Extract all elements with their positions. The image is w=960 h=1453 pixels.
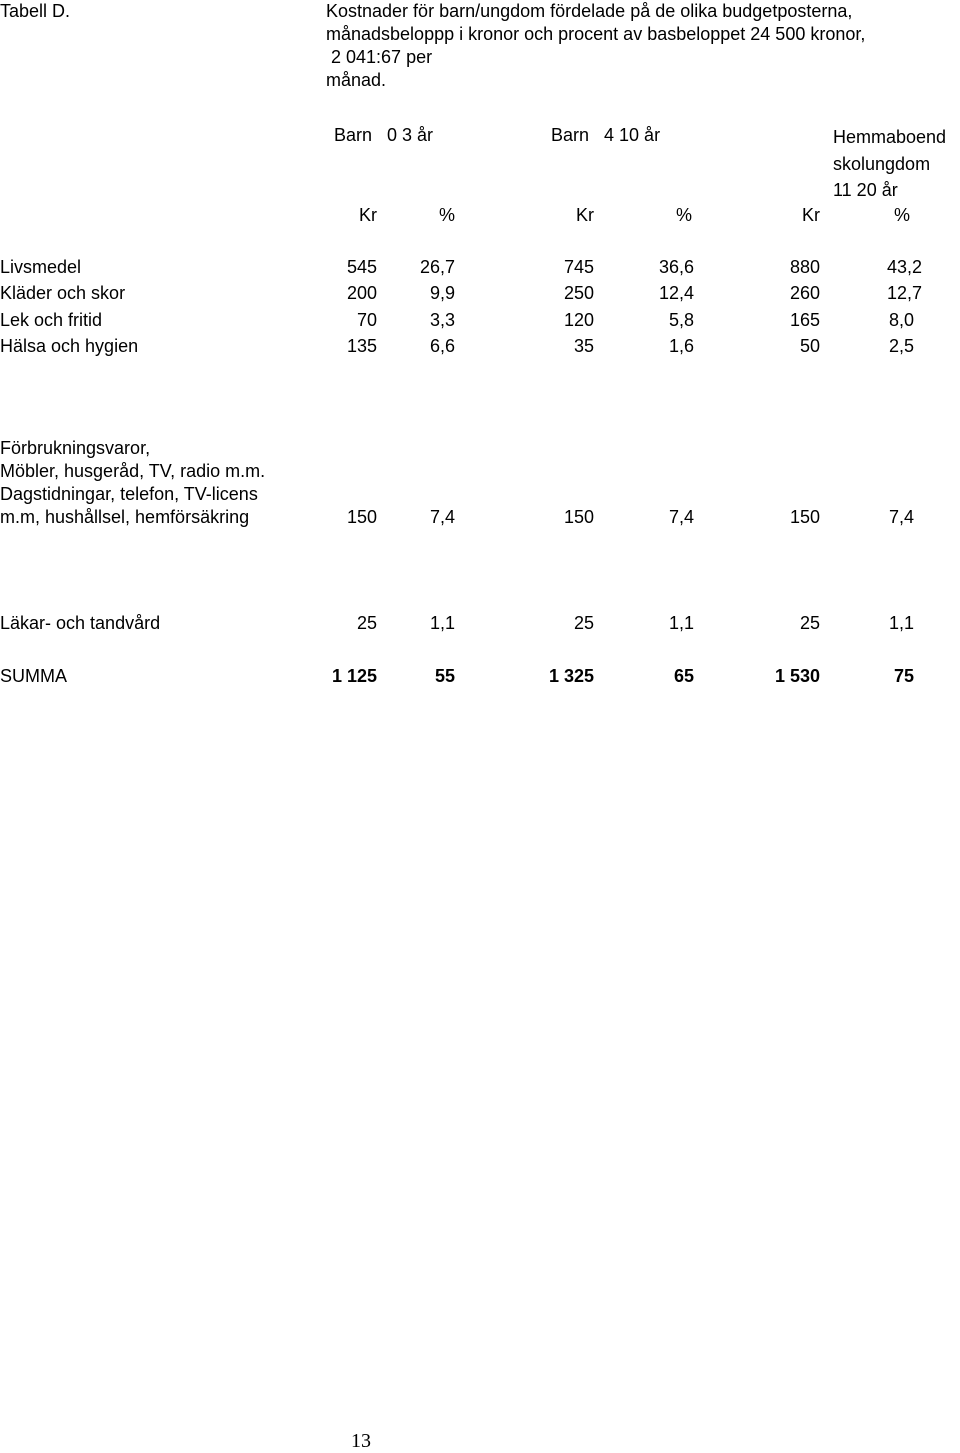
- column-group-barn-0-3: Barn 0 3 år: [334, 125, 434, 145]
- table-cell: 26,7: [419, 257, 455, 277]
- subheader-percent: %: [438, 205, 455, 225]
- table-cell: 9,9: [429, 283, 455, 303]
- table-title: [326, 0, 865, 92]
- column-group-hemmaboende: [833, 124, 946, 204]
- consumables-label-line: Dagstidningar, telefon, TV-licens: [0, 484, 258, 504]
- table-cell: 70: [356, 310, 377, 330]
- consumables-label-line: Möbler, husgeråd, TV, radio m.m.: [0, 461, 266, 481]
- row-label: Hälsa och hygien: [0, 336, 139, 356]
- subheader-kr: Kr: [576, 205, 594, 225]
- table-cell: 7,4: [668, 507, 694, 527]
- column-group-line: skolungdom: [833, 153, 931, 174]
- title-line: 2 041:67 per: [326, 47, 433, 67]
- table-cell: 12,4: [658, 283, 694, 303]
- total-cell: 1 125: [331, 666, 377, 686]
- subheader-percent: %: [893, 205, 910, 225]
- table-cell: 36,6: [658, 257, 694, 277]
- table-label: Tabell D.: [0, 1, 71, 21]
- table-cell: 12,7: [886, 283, 922, 303]
- table-cell: 3,3: [429, 310, 455, 330]
- table-cell: 25: [573, 613, 594, 633]
- table-cell: 135: [346, 336, 377, 356]
- row-label: Livsmedel: [0, 257, 82, 277]
- subheader-percent: %: [675, 205, 692, 225]
- table-cell: 2,5: [888, 336, 914, 356]
- row-label: Kläder och skor: [0, 283, 126, 303]
- total-label: SUMMA: [0, 666, 67, 686]
- subheader-kr: Kr: [802, 205, 820, 225]
- row-label: Läkar- och tandvård: [0, 613, 161, 633]
- column-group-line: 11 20 år: [833, 180, 898, 200]
- table-cell: 1,6: [668, 336, 694, 356]
- table-cell: 7,4: [888, 507, 914, 527]
- table-cell: 745: [563, 257, 594, 277]
- table-cell: 35: [573, 336, 594, 356]
- title-line: Kostnader för barn/ungdom fördelade på de olika budgetposterna,: [326, 1, 853, 21]
- total-cell: 1 530: [774, 666, 820, 686]
- page-number: 13: [351, 1430, 371, 1452]
- table-cell: 165: [789, 310, 820, 330]
- consumables-label: [0, 437, 265, 529]
- table-cell: 150: [789, 507, 820, 527]
- row-label: Lek och fritid: [0, 310, 103, 330]
- table-cell: 50: [799, 336, 820, 356]
- table-cell: 545: [346, 257, 377, 277]
- table-cell: 1,1: [888, 613, 914, 633]
- table-cell: 150: [346, 507, 377, 527]
- table-cell: 1,1: [668, 613, 694, 633]
- title-line: månad.: [326, 70, 387, 90]
- table-cell: 25: [799, 613, 820, 633]
- total-cell: 55: [434, 666, 455, 686]
- table-cell: 5,8: [668, 310, 694, 330]
- consumables-label-line: Förbrukningsvaror,: [0, 438, 151, 458]
- column-group-line: Hemmaboend: [833, 127, 947, 147]
- table-cell: 6,6: [429, 336, 455, 356]
- total-cell: 75: [893, 666, 914, 686]
- table-cell: 150: [563, 507, 594, 527]
- table-cell: 8,0: [888, 310, 914, 330]
- consumables-label-line: m.m, hushållsel, hemförsäkring: [0, 507, 250, 527]
- total-cell: 65: [673, 666, 694, 686]
- table-cell: 1,1: [429, 613, 455, 633]
- table-cell: 260: [789, 283, 820, 303]
- table-cell: 250: [563, 283, 594, 303]
- column-group-barn-4-10: Barn 4 10 år: [551, 125, 661, 145]
- total-cell: 1 325: [548, 666, 594, 686]
- subheader-kr: Kr: [359, 205, 377, 225]
- title-line: månadsbeloppp i kronor och procent av basbeloppet 24 500 kronor,: [326, 24, 866, 44]
- table-cell: 7,4: [429, 507, 455, 527]
- table-cell: 43,2: [886, 257, 922, 277]
- table-cell: 200: [346, 283, 377, 303]
- table-cell: 880: [789, 257, 820, 277]
- table-cell: 120: [563, 310, 594, 330]
- table-cell: 25: [356, 613, 377, 633]
